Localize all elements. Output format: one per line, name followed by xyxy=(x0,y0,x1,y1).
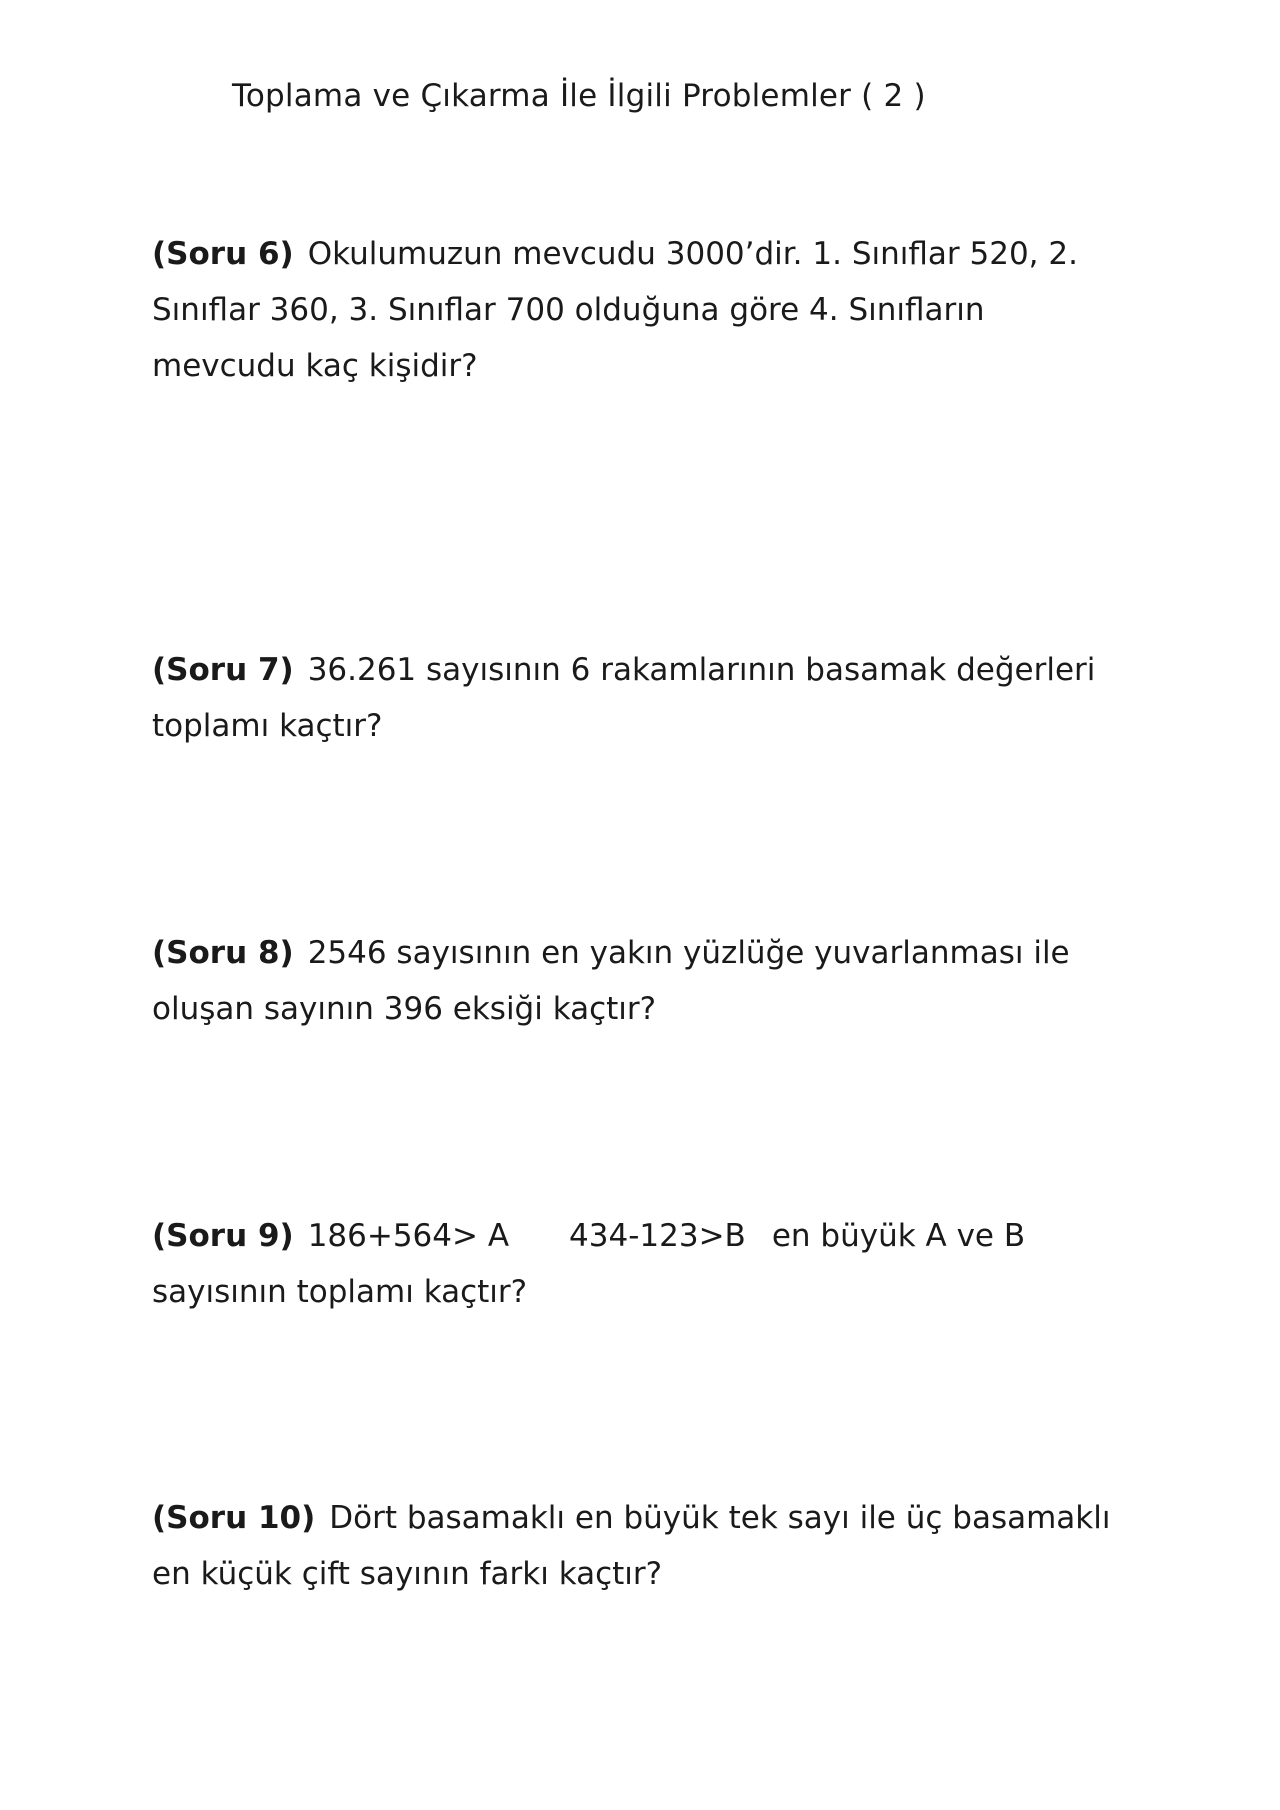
question-number: (Soru 9) xyxy=(152,1218,294,1254)
question-text: Sınıflar 360, 3. Sınıflar 700 olduğuna göre 4. Sınıfların xyxy=(152,292,985,328)
page-title: Toplama ve Çıkarma İle İlgili Problemler ( 2 ) xyxy=(232,78,926,114)
question-number: (Soru 8) xyxy=(152,935,294,971)
question-9 xyxy=(152,1208,1112,1320)
question-text: mevcudu kaç kişidir? xyxy=(152,348,478,384)
question-number: (Soru 6) xyxy=(152,236,294,272)
question-text: Dört basamaklı en büyük tek sayı ile üç basamaklı xyxy=(329,1500,1111,1536)
question-text: 36.261 sayısının 6 rakamlarının basamak değerleri xyxy=(307,652,1096,688)
question-10 xyxy=(152,1490,1112,1602)
question-number: (Soru 7) xyxy=(152,652,294,688)
question-line xyxy=(152,642,1112,698)
question-text: en küçük çift sayının farkı kaçtır? xyxy=(152,1556,663,1592)
expression-a: 186+564> A xyxy=(307,1218,510,1254)
expression-b: 434-123>B xyxy=(569,1218,746,1254)
question-text: en büyük A ve B xyxy=(771,1218,1026,1254)
question-text: sayısının toplamı kaçtır? xyxy=(152,1274,528,1310)
question-line xyxy=(152,226,1112,282)
question-number: (Soru 10) xyxy=(152,1500,316,1536)
question-line xyxy=(152,1208,1112,1264)
question-7 xyxy=(152,642,1112,754)
question-text: toplamı kaçtır? xyxy=(152,708,383,744)
question-6 xyxy=(152,226,1112,394)
question-text: Okulumuzun mevcudu 3000’dir. 1. Sınıflar 520, 2. xyxy=(307,236,1078,272)
question-8 xyxy=(152,925,1112,1037)
question-text: 2546 sayısının en yakın yüzlüğe yuvarlanması ile xyxy=(307,935,1070,971)
question-text: oluşan sayının 396 eksiği kaçtır? xyxy=(152,991,657,1027)
question-line xyxy=(152,1490,1112,1546)
question-line xyxy=(152,925,1112,981)
